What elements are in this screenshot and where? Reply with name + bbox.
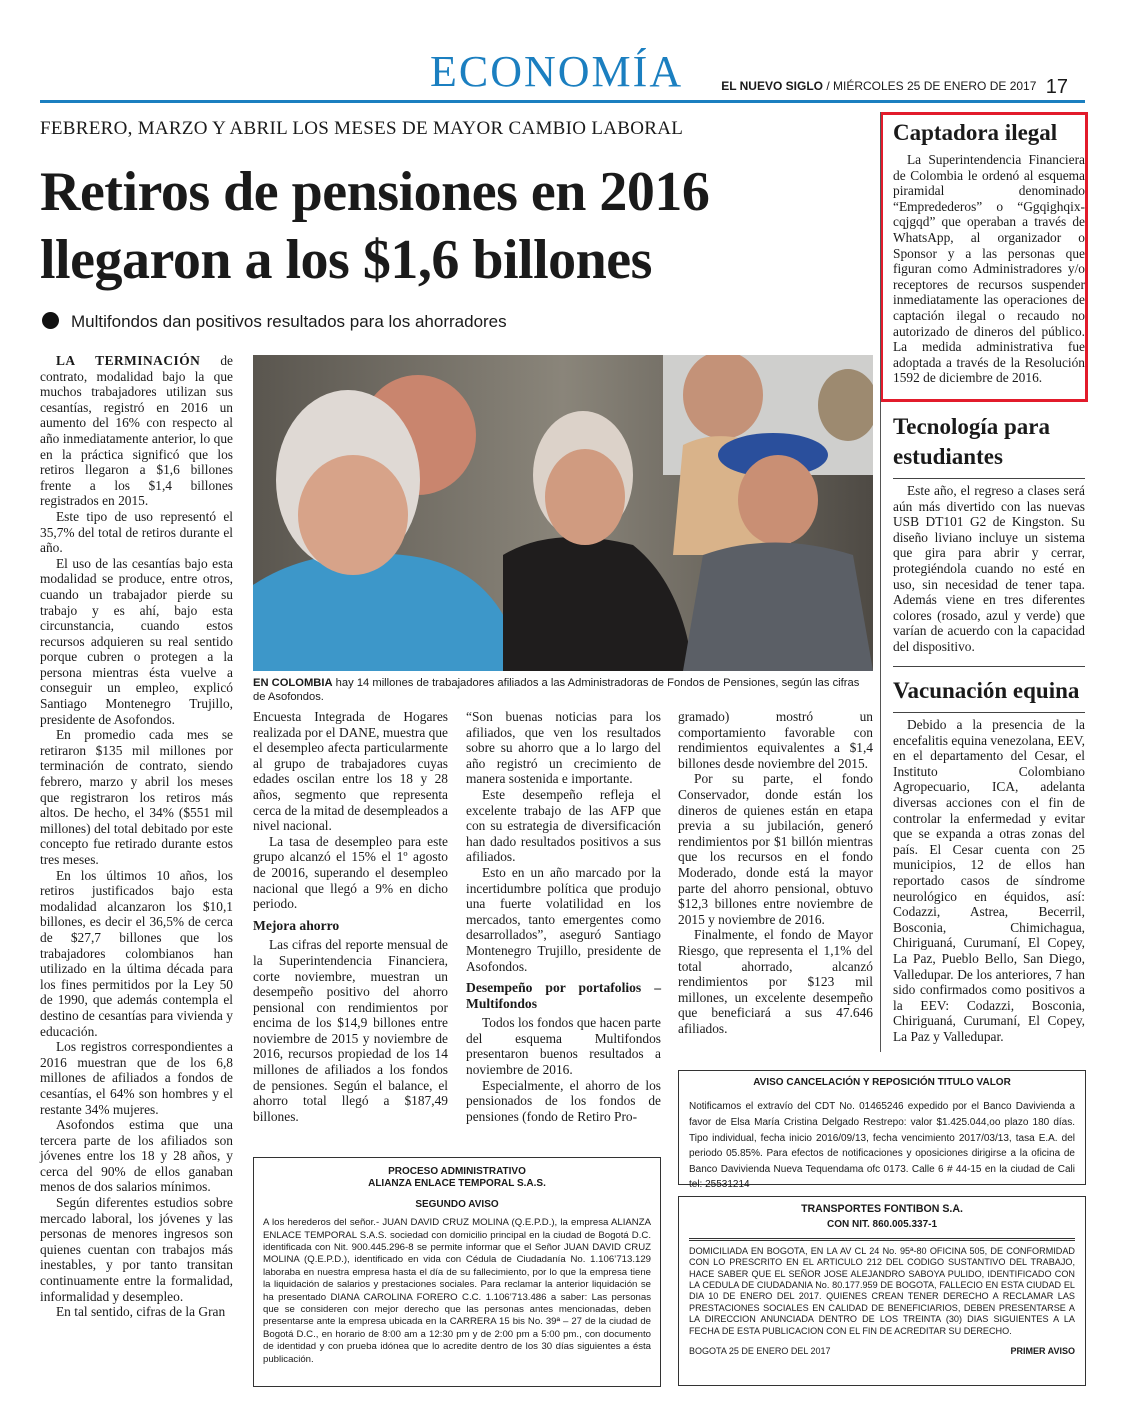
- paragraph: En tal sentido, cifras de la Gran: [56, 1304, 226, 1320]
- article-column-3: [466, 709, 661, 1124]
- paragraph: En promedio cada mes se retiraron $135 mil millones por terminación de contrato, siendo febrero, marzo y abril los meses que registraron los retiros más altos. De hecho, el 34% ($551 mil millones) del total debitado por este concepto fue retirado durante estos tres meses.: [40, 727, 233, 867]
- divider: [893, 666, 1085, 667]
- subheadline: [42, 312, 507, 332]
- section-heading: Mejora ahorro: [253, 917, 340, 933]
- article-column-4: [678, 709, 873, 1036]
- notice-body: A los herederos del señor.- JUAN DAVID CRUZ MOLINA (Q.E.P.D.), la empresa ALIANZA ENLACE TEMPORAL S.A.S. sociedad con domicilio principal en la ciudad de Bogotá D.C. identificada con Nit. 900.445.296-8 se permite informar que el Señor JUAN DAVID CRUZ MOLINA (Q.E.P.D.), identificado en vida con Cédula de Ciudadanía No. 1.106’713.129 laboraba en nuestra empresa hasta el día de su fallecimiento, por lo que la empresa tiene la liquidación de salarios y prestaciones sociales. Para reclamar la anterior liquidación se ha presentado DIANA CAROLINA FORERO C.C. 1.106’713.486 a saber: Las personas que se consideren con mejor derecho que las personas antes mencionadas, deben presentarse ante la empresa ubicada en la CARRERA 15 bis No. 39ª – 27 de la ciudad de Bogotá D.C., en horario de 8:00 am a 12:30 pm y de 2:00 pm a 5:00 pm., con documento de identidad y con prueba idónea que lo acredite dentro de los 30 días siguientes a ésta publicación.: [263, 1217, 651, 1365]
- notice-body: Notificamos el extravío del CDT No. 01465246 expedido por el Banco Davivienda a favor de Elsa María Cristina Delgado Restrepo: valor $1.425.044,oo plazo 180 días. Tipo individual, fecha inicio 2016/09/13, fecha vencimiento 2017/03/13, tasa E.A. del periodo 05.85%. Para efectos de notificaciones y oposiciones dirigirse a la oficina de Banco Davivienda Nueva Tequendama ofc 0173. Calle 6 # 44-15 en la ciudad de Cali tel: 25531214: [689, 1101, 1075, 1191]
- section-heading: Desempeño por portafolios – Multifondos: [466, 980, 661, 1011]
- paragraph: En los últimos 10 años, los retiros justificados bajo esta modalidad alcanzaron los $10,1 billones, es decir el 36,5% de cerca de $27,7 billones que los trabajadores colombianos han utilizado en la última década para los fines permitidos por la Ley 50 de 1990, que además contempla el destino de cesantías para vivienda y educación.: [40, 867, 233, 1039]
- paragraph: El uso de las cesantías bajo esta modalidad se produce, entre otros, cuando un trabajador pierde su trabajo y es ahí, bajo esta circunstancia, cuando estos recursos adquieren su real sentido porque cubren o protegen a la persona mientras ésta vuelve a conseguir un empleo, explicó Santiago Montenegro Trujillo, presidente de Asofondos.: [40, 555, 233, 727]
- notice-nit: CON NIT. 860.005.337-1: [826, 1219, 938, 1231]
- paragraph: Asofondos estima que una tercera parte de los afiliados son jóvenes entre los 18 y 28 años, y cerca del 90% de ellos ganaban menos de dos salarios mínimos.: [40, 1117, 233, 1195]
- notice-title: TRANSPORTES FONTIBON S.A.: [801, 1203, 963, 1215]
- headline-line-2: llegaron a los $1,6 billones: [40, 229, 652, 291]
- sidebar-brief-1: [893, 118, 1085, 386]
- page-number: 17: [1045, 76, 1068, 98]
- paragraph: Los registros correspondientes a 2016 muestran que de los 6,8 millones de afiliados a fondos de cesantías, el 64% son hombres y el restante 34% mujeres.: [40, 1039, 233, 1117]
- brief-text: La Superintendencia Financiera de Colombia le ordenó al esquema piramidal denominado “Empredederos” o “Ggqighqix-cqjgqd” que operaban a través de WhatsApp, al organizador o Sponsor y a las personas que figuran como Administradores y/o receptores de recursos suspender inmediatamente las operaciones de captación ilegal o recaudo no autorizado de dineros del público. La medida administrativa fue adoptada a través de la Resolución 1592 de diciembre de 2016.: [893, 152, 1085, 386]
- notice-body: DOMICILIADA EN BOGOTA, EN LA AV CL 24 No. 95ª-80 OFICINA 505, DE CONFORMIDAD CON LO PRESCRITO EN EL ARTICULO 212 DEL CODIGO SUSTANTIVO DEL TRABAJO, HACE SABER QUE EL SEÑOR JOSE ALEJANDRO SABOYA PULIDO, IDENTIFICADO CON LA CEDULA DE CIUDADANIA No. 80.177.959 DE BOGOTA, FALLECIO EN ESTA CIUDAD EL DIA 10 DE ENERO DEL 2017. QUIENES CREAN TENER DERECHO A RECLAMAR LAS PRESTACIONES SOCIALES EN CALIDAD DE BENEFICIARIOS, DEBEN PRESENTARSE A LA DIRECCION ANUNCIADA DENTRO DE LOS TREINTA (30) DIAS SIGUIENTES A LA FECHA DE ESTA PUBLICACION CON EL FIN DE ACREDITAR SU DERECHO.: [689, 1245, 1075, 1336]
- article-photo: [253, 355, 873, 671]
- subheadline-text: Multifondos dan positivos resultados para los ahorradores: [71, 312, 507, 331]
- notice-subtitle: SEGUNDO AVISO: [415, 1198, 499, 1210]
- paragraph: Esto en un año marcado por la incertidumbre política que produjo una fuerte volatilidad en los mercados, tanto emergentes como desarrollados”, aseguró Santiago Montenegro Trujillo, presidente de Asofondos.: [466, 864, 661, 974]
- notice-place-date: BOGOTA 25 DE ENERO DEL 2017: [689, 1346, 831, 1357]
- caption-text: hay 14 millones de trabajadores afiliados a las Administradoras de Fondos de Pensiones, según las cifras de Asofondos.: [253, 677, 860, 703]
- paragraph: La tasa de desempleo para este grupo alcanzó el 15% el 1º agosto de 20016, superando el desempleo nacional que llegó a 9% en dicho periodo.: [253, 833, 448, 912]
- paragraph: Este desempeño refleja el excelente trabajo de las AFP que con su estrategia de diversificación han dado resultados positivos a sus afiliados.: [466, 786, 661, 865]
- lead-caps: LA TERMINACIÓN: [56, 353, 201, 368]
- newspaper-name: EL NUEVO SIGLO: [721, 79, 823, 93]
- brief-text: Este año, el regreso a clases será aún más divertido con las nuevas USB DT101 G2 de Kingston. Su diseño liviano incluye un sistema que gira para abrir y cerrar, protegiéndola cuando no esté en uso, sin necesidad de tener tapa. Además viene en tres diferentes colores (rosado, azul y verde) que varían de acuerdo con la capacidad del dispositivo.: [893, 483, 1085, 654]
- issue-date: / MIÉRCOLES 25 DE ENERO DE 2017: [826, 79, 1037, 93]
- headline: [40, 158, 840, 294]
- legal-notice-fontibon: [678, 1196, 1086, 1386]
- legal-notice-cdt: [678, 1070, 1086, 1191]
- brief-title: Captadora ilegal: [893, 120, 1058, 145]
- paragraph: “Son buenas noticias para los afiliados, que ven los resultados sobre su ahorro que a lo largo del año registró un crecimiento de manera sostenida e importante.: [466, 709, 661, 787]
- paragraph: Por su parte, el fondo Conservador, donde están los dineros de quienes están en etapa previa a su jubilación, generó rendimientos por $1 billón mientras que los recursos en el fondo Moderado, donde está la mayor parte del ahorro pensional, obtuvo $12,3 billones entre noviembre de 2015 y noviembre de 2016.: [678, 771, 873, 927]
- header-rule: [40, 100, 1085, 103]
- divider: [893, 712, 1085, 713]
- section-title: ECONOMÍA: [430, 47, 684, 96]
- notice-footer: [689, 1345, 1075, 1357]
- paragraph: Según diferentes estudios sobre mercado laboral, los jóvenes y las personas de menores ingresos son quienes cuentan con trabajos más inestables, y por tanto transitan continuamente entre la formalidad, informalidad y desempleo.: [40, 1195, 233, 1304]
- paragraph: Este tipo de uso representó el 35,7% del total de retiros durante el año.: [40, 508, 233, 556]
- sidebar-brief-2: [893, 412, 1085, 655]
- article-column-1: [40, 353, 233, 1320]
- photo-illustration: [253, 355, 873, 671]
- legal-notice-alianza: [253, 1157, 661, 1387]
- headline-line-1: Retiros de pensiones en 2016: [40, 161, 710, 223]
- article-column-2: [253, 709, 448, 1124]
- paragraph: Todos los fondos que hacen parte del esquema Multifondos presentaron buenos resultados a noviembre de 2016.: [466, 1015, 661, 1078]
- caption-lead: EN COLOMBIA: [253, 677, 333, 689]
- sidebar-brief-3: [893, 676, 1085, 1044]
- brief-text: Debido a la presencia de la encefalitis equina venezolana, EEV, en el departamento del Cesar, el Instituto Colombiano Agropecuario, ICA, adelanta diversas acciones con el fin de controlar la enfermedad y evitar que se expanda a otras zonas del país. El Cesar cuenta con 25 municipios, 12 de ellos han reportado casos de síndrome neurológico en équidos, así: Codazzi, Astrea, Becerril, Bosconia, Chimichagua, Chiriguaná, Curumaní, El Copey, La Paz, Pueblo Bello, San Diego, Valledupar. De los anteriores, 7 han sido confirmados como positivos a la EEV: Codazzi, Bosconia, Chiriguaná, Curumaní, El Copey, La Paz y Valledupar.: [893, 717, 1085, 1044]
- paragraph: de contrato, modalidad bajo la que muchos trabajadores utilizan sus cesantías, registró en 2016 un aumento del 16% con respecto al año inmediatamente anterior, lo que en la práctica significó que los retiros llegaron a $1,6 billones frente a los $1,4 billones registrados en 2015.: [40, 353, 233, 509]
- paragraph: Las cifras del reporte mensual de la Superintendencia Financiera, corte noviembre, muestran un desempeño positivo del ahorro pensional con rendimientos por encima de los $14,9 billones entre noviembre de 2015 y noviembre de 2016, recursos propiedad de los 14 millones de afiliados a los fondos de pensiones. Según el balance, el ahorro total llegó a $187,49 billones.: [253, 937, 448, 1124]
- column-divider: [880, 112, 881, 1052]
- brief-title: Tecnología para estudiantes: [893, 414, 1050, 469]
- divider: [893, 478, 1085, 479]
- photo-caption: [253, 676, 873, 704]
- paragraph: gramado) mostró un comportamiento favorable con rendimientos equivalentes a $1,4 billones desde noviembre del 2015.: [678, 709, 873, 771]
- notice-title: ALIANZA ENLACE TEMPORAL S.A.S.: [368, 1178, 546, 1190]
- notice-title: PROCESO ADMINISTRATIVO: [388, 1166, 526, 1177]
- paragraph: Encuesta Integrada de Hogares realizada por el DANE, muestra que el desempleo afecta particularmente al grupo de trabajadores cuyas edades oscilan entre los 18 y 28 años, segmento que representa cerca de la mitad de desempleados a nivel nacional.: [253, 709, 448, 834]
- notice-title: AVISO CANCELACIÓN Y REPOSICIÓN TITULO VALOR: [753, 1077, 1011, 1088]
- divider: [689, 1238, 1075, 1241]
- paragraph: Finalmente, el fondo de Mayor Riesgo, que representa el 1,1% del total ahorrado, alcanzó rendimientos por $123 mil millones, un excelente desempeño que beneficiará a sus 47.646 afiliados.: [678, 927, 873, 1036]
- kicker: FEBRERO, MARZO Y ABRIL LOS MESES DE MAYOR CAMBIO LABORAL: [40, 118, 684, 139]
- page-folio: [721, 76, 1068, 99]
- brief-title: Vacunación equina: [893, 678, 1080, 703]
- paragraph: Especialmente, el ahorro de los pensionados de los fondos de pensiones (fondo de Retiro Pro-: [466, 1077, 661, 1124]
- notice-aviso: PRIMER AVISO: [1010, 1346, 1075, 1357]
- bullet-icon: [42, 312, 59, 329]
